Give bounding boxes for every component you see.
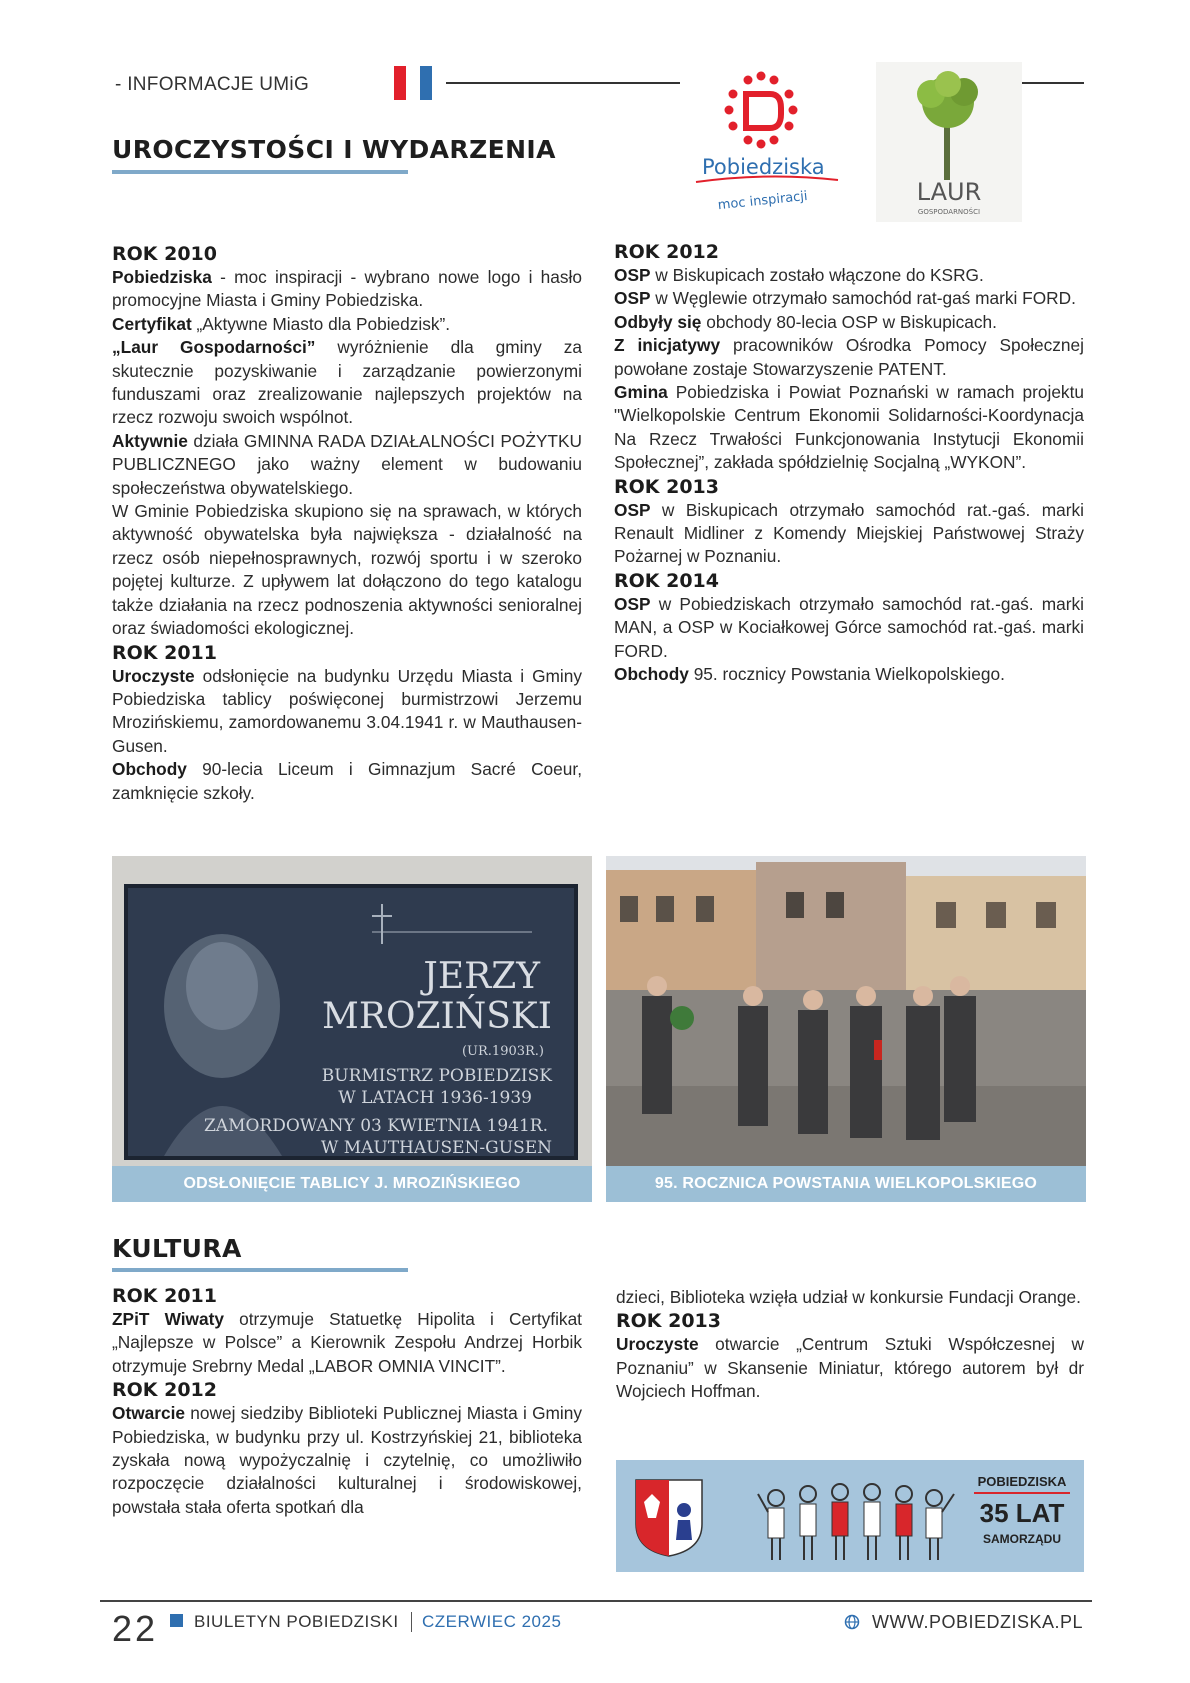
footer-website[interactable]: WWW.POBIEDZISKA.PL	[872, 1612, 1084, 1632]
plaque-murdered: ZAMORDOWANY 03 KWIETNIA 1941R.	[203, 1116, 548, 1136]
logo-text-slogan: moc inspiracji	[717, 188, 809, 214]
culture-year-2012: ROK 2012	[112, 1379, 218, 1402]
footer-rule	[100, 1600, 1092, 1602]
event-2010-certificate: Certyfikat „Aktywne Miasto dla Pobiedzisk”.	[112, 313, 451, 334]
footer-issue: CZERWIEC 2025	[422, 1612, 562, 1631]
banner-town: POBIEDZISKA	[977, 1474, 1067, 1489]
photo-plaque	[112, 856, 592, 1166]
event-2013-renault: OSP w Biskupicach otrzymało samochód rat.-gaś. marki Renault Midliner z Komendy Miejskiej Państwowej Straży Pożarnej w Poznaniu.	[614, 499, 1084, 567]
title-underline	[112, 170, 408, 174]
laur-logo-text: LAUR	[916, 178, 982, 206]
plaque-first-name: JERZY	[423, 956, 540, 997]
coat-of-arms-icon	[634, 1478, 704, 1558]
section-tag: - INFORMACJE UMiG	[115, 74, 310, 95]
page-title: UROCZYSTOŚCI I WYDARZENIA	[112, 135, 556, 164]
event-2012-ksrg: OSP w Biskupicach zostało włączone do KSRG.	[614, 265, 984, 285]
plaque-birth: (UR.1903R.)	[461, 1044, 544, 1059]
plaque-role: BURMISTRZ POBIEDZISK	[321, 1066, 552, 1086]
page-number: 22	[112, 1608, 159, 1649]
culture-title: KULTURA	[112, 1234, 242, 1263]
ceremony-image	[606, 856, 1086, 1166]
laur-logo-subtext: GOSPODARNOŚCI	[917, 208, 981, 216]
header-rule-right	[1020, 82, 1084, 84]
people-illustration	[756, 1474, 956, 1564]
year-heading-2012: ROK 2012	[614, 241, 720, 263]
events-right-column	[614, 240, 1084, 687]
event-2014-uprising: Obchody 95. rocznicy Powstania Wielkopolskiego.	[614, 664, 1005, 685]
plaque-surname: MROZIŃSKI	[322, 996, 552, 1037]
flag-blue-stripe	[420, 66, 432, 100]
events-left-column	[112, 242, 582, 805]
event-2014-man: OSP w Pobiedziskach otrzymało samochód rat.-gaś. marki MAN, a OSP w Kociałkowej Górce samochód rat.-gaś. marki FORD.	[614, 593, 1084, 661]
culture-underline	[112, 1268, 408, 1272]
caption-ceremony: 95. ROCZNICA POWSTANIA WIELKOPOLSKIEGO	[606, 1166, 1086, 1202]
banner-divider	[974, 1492, 1070, 1494]
pobiedziska-logo-mark	[688, 56, 858, 228]
year-heading-2010: ROK 2010	[112, 243, 218, 265]
event-2012-patent: Z inicjatywy pracowników Ośrodka Pomocy Społecznej powołane zostaje Stowarzyszenie PATENT.	[614, 335, 1084, 379]
flag-red-stripe	[394, 66, 406, 100]
plaque-years: W LATACH 1936-1939	[338, 1088, 532, 1108]
globe-icon	[844, 1614, 860, 1630]
culture-year-2011: ROK 2011	[112, 1285, 218, 1307]
flag-white-stripe	[408, 66, 420, 100]
plaque-place: W MAUTHAUSEN-GUSEN	[320, 1138, 552, 1158]
caption-plaque: ODSŁONIĘCIE TABLICY J. MROZIŃSKIEGO	[112, 1166, 592, 1202]
culture-2012-library-cont: dzieci, Biblioteka wzięła udział w konkursie Fundacji Orange.	[616, 1287, 1081, 1307]
year-heading-2013: ROK 2013	[614, 475, 720, 498]
footer-separator	[411, 1612, 412, 1632]
laur-logo	[876, 62, 1022, 222]
banner-text	[970, 1474, 1074, 1546]
footer-publication: BIULETYN POBIEDZISKI	[194, 1612, 399, 1631]
event-2012-ford: OSP w Węglewie otrzymało samochód rat-gaś marki FORD.	[614, 288, 1076, 309]
event-2010-laur: „Laur Gospodarności” wyróżnienie dla gminy za skutecznie pozyskiwanie i zarządzanie powierzonymi funduszami oraz zrealizowanie najlepszych projektów na rzecz rozwoju swoich wspólnot.	[112, 337, 582, 428]
event-2012-wykon: Gmina Pobiedziska i Powiat Poznański w ramach projektu "Wielkopolskie Centrum Ekonomii Solidarności-Koordynacja Na Rzecz Trwałości Funkcjonowania Instytucji Ekonomii Społecznej”, zakłada spółdzielnię Socjalną „WYKON”.	[614, 382, 1084, 473]
banner-years: 35 LAT	[979, 1498, 1065, 1528]
pobiedziska-logo	[688, 56, 858, 228]
culture-right-column	[616, 1286, 1084, 1404]
event-2010-civic: W Gminie Pobiedziska skupiono się na sprawach, w których aktywność obywatelska była największa - działalność na rzecz osób niepełnosprawnych, rozwój sportu i w szeroko pojętej kulturze. Z upływem lat dołączono do tego katalogu także działania na rzecz podnoszenia aktywności senioralnej oraz świadomości ekologicznej.	[112, 501, 582, 639]
event-2010-council: Aktywnie działa GMINNA RADA DZIAŁALNOŚCI POŻYTKU PUBLICZNEGO jako ważny element w budowaniu społeczeństwa obywatelskiego.	[112, 430, 582, 498]
culture-left-column	[112, 1284, 582, 1519]
logo-text-pobiedziska: Pobiedziska	[702, 155, 825, 179]
event-2012-anniversary: Odbyły się obchody 80-lecia OSP w Biskupicach.	[614, 311, 997, 332]
culture-2013-centrum: Uroczyste otwarcie „Centrum Sztuki Współczesnej w Poznaniu” w Skansenie Miniatur, którego autorem był dr Wojciech Hoffman.	[616, 1334, 1084, 1402]
year-heading-2014: ROK 2014	[614, 569, 720, 592]
event-2010-logo: Pobiedziska - moc inspiracji - wybrano nowe logo i hasło promocyjne Miasta i Gminy Pobiedziska.	[112, 267, 582, 311]
culture-2011-wiwaty: ZPiT Wiwaty otrzymuje Statuetkę Hipolita i Certyfikat „Najlepsze w Polsce” a Kierownik Zespołu Andrzej Horbik otrzymuje Srebrny Medal „LABOR OMNIA VINCIT”.	[112, 1309, 582, 1376]
photo-ceremony	[606, 856, 1086, 1166]
culture-year-2013: ROK 2013	[616, 1310, 722, 1333]
footer-square-icon	[170, 1614, 183, 1627]
event-2011-plaque: Uroczyste odsłonięcie na budynku Urzędu Miasta i Gminy Pobiedziska tablicy poświęconej burmistrzowi Jerzemu Mrozińskiemu, zamordowanemu 3.04.1941 r. w Mauthausen-Gusen.	[112, 665, 582, 756]
laur-tree-icon	[876, 62, 1022, 222]
header-rule-left	[446, 82, 680, 84]
banner-sub: SAMORZĄDU	[983, 1532, 1061, 1546]
anniversary-banner	[616, 1460, 1084, 1572]
year-heading-2011: ROK 2011	[112, 641, 218, 664]
culture-2012-library: Otwarcie nowej siedziby Biblioteki Publicznej Miasta i Gminy Pobiedziska, w budynku przy ul. Kostrzyńskiej 21, biblioteka zyskała nową wypożyczalnię i czytelnię, co umożliwiło rozpoczęcie działalności kulturalnej i środowiskowej, powstała stała oferta spotkań dla	[112, 1403, 582, 1517]
event-2011-school: Obchody 90-lecia Liceum i Gimnazjum Sacré Coeur, zamknięcie szkoły.	[112, 759, 582, 803]
